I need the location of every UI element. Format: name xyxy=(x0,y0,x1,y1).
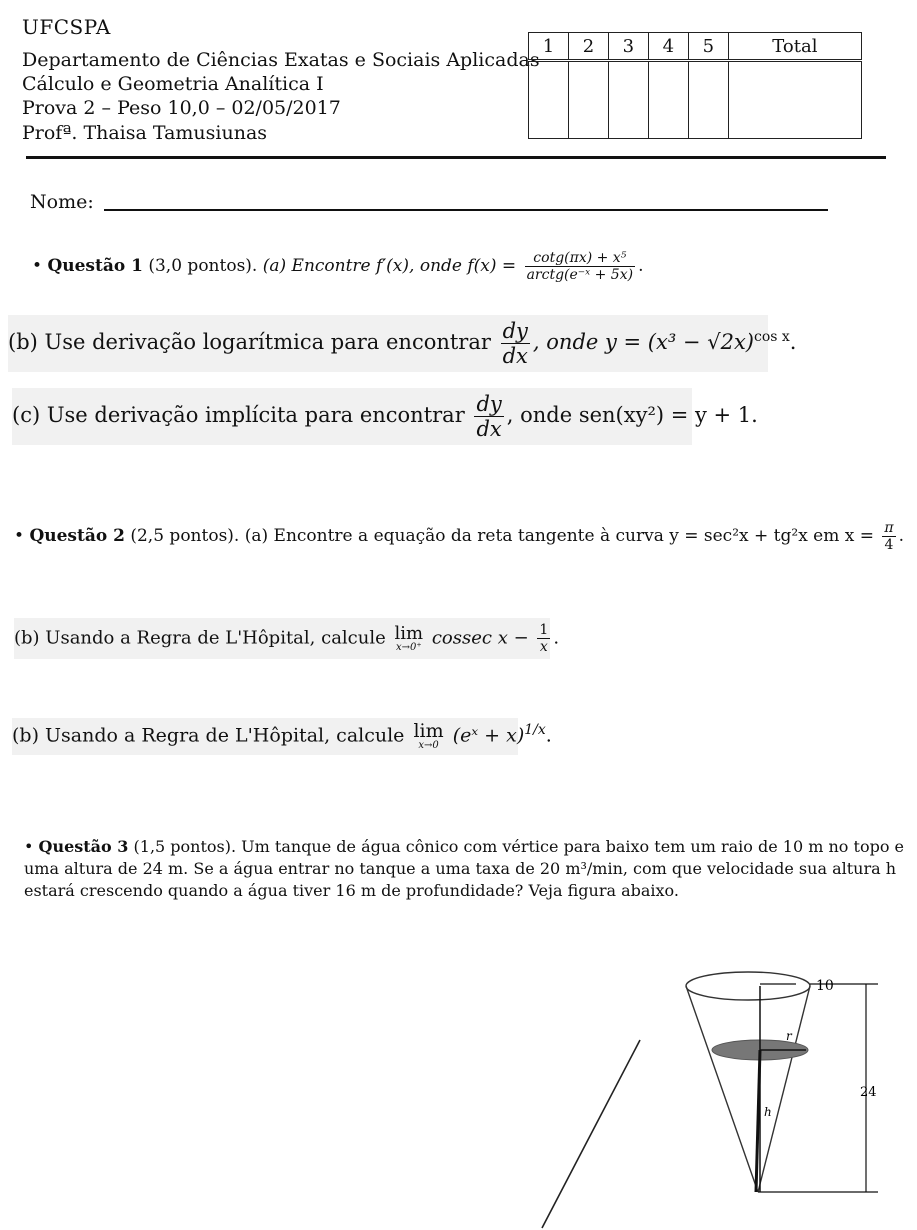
exam-info: Prova 2 – Peso 10,0 – 02/05/2017 xyxy=(22,97,341,119)
q1-b-dx: dx xyxy=(502,344,528,369)
q2-title: Questão 2 xyxy=(29,526,125,547)
label-h: h xyxy=(764,1105,772,1119)
grade-cell[interactable] xyxy=(728,61,861,139)
name-label: Nome: xyxy=(30,191,94,213)
q1-c-where: , onde sen(xy²) = y + 1. xyxy=(506,403,758,428)
grade-col-1: 1 xyxy=(529,33,569,61)
q3: • Questão 3 (1,5 pontos). Um tanque de água cônico com vértice para baixo tem um raio de 10 m no topo e uma altura de 24 m. Se a água entrar no tanque a uma taxa de 20 m³/min, com que velocidade sua altura h estará crescendo quando a água tiver 16 m de profundidade? Veja figura abaixo. xyxy=(24,837,905,900)
q3-title: Questão 3 xyxy=(38,837,129,856)
cone-side-right xyxy=(758,986,810,1192)
q1-b: (b) Use derivação logarítmica para encontrar $\frac{dy}{dx}$ , onde $y = (x^3 - √2x)^{cos x}$. xyxy=(8,315,768,372)
q1-points: (3,0 pontos). xyxy=(148,256,258,277)
q2-b1-expr: cossec x − xyxy=(431,627,529,649)
label-24: 24 xyxy=(860,1085,877,1100)
course: Cálculo e Geometria Analítica I xyxy=(22,73,324,95)
q2-a-text: (a) Encontre a equação da reta tangente à curva y = sec²x + tg²x em x = xyxy=(244,526,874,547)
q2-b2-lim: lim xyxy=(413,720,444,742)
grade-col-total: Total xyxy=(728,33,861,61)
q1-a-den: arctg(e⁻ˣ + 5x) xyxy=(526,267,634,284)
header-divider xyxy=(26,156,886,159)
cone-side-left xyxy=(686,986,758,1192)
label-10: 10 xyxy=(816,978,834,994)
grade-col-2: 2 xyxy=(568,33,608,61)
q3-points: (1,5 pontos). xyxy=(133,837,237,856)
cone-top xyxy=(686,972,810,1000)
grade-cell[interactable] xyxy=(608,61,648,139)
name-field[interactable] xyxy=(104,209,828,211)
q2-b2-expr: (eˣ + x) xyxy=(452,724,525,747)
q2-b1-limit xyxy=(394,622,424,653)
q2-b1-sub: x→0⁺ xyxy=(395,641,422,653)
q2-a-fraction xyxy=(882,520,895,553)
q1-b-where: , onde y = (x³ − √2x) xyxy=(532,330,754,355)
q2-a-den: 4 xyxy=(884,537,894,554)
q2-b2-sub: x→0 xyxy=(418,740,439,751)
q1-b-dy: dy xyxy=(502,319,528,343)
grade-col-4: 4 xyxy=(648,33,688,61)
q1-c xyxy=(12,388,758,445)
q2-points: (2,5 pontos). xyxy=(130,526,240,547)
q2-b2: (b) Usando a Regra de L'Hôpital, calcule lim x→0 (eˣ + x)$^{1/x}$. xyxy=(12,718,518,755)
department: Departamento de Ciências Exatas e Sociais Aplicadas xyxy=(22,49,540,71)
q1-title: Questão 1 xyxy=(47,256,143,277)
q3-text: Um tanque de água cônico com vértice para baixo tem um raio de 10 m no topo e uma altura de 24 m. Se a água entrar no tanque a uma taxa de 20 m³/min, com que velocidade sua altura h estará crescendo quando a água tiver 16 m de profundidade? Veja figura abaixo. xyxy=(24,837,905,900)
q2-b2-text: (b) Usando a Regra de L'Hôpital, calcule xyxy=(12,724,405,747)
professor: Profª. Thaisa Tamusiunas xyxy=(22,122,268,144)
q1-c-fraction xyxy=(474,392,503,441)
stray-line xyxy=(542,1040,640,1228)
q2-b1-text: (b) Usando a Regra de L'Hôpital, calcule xyxy=(14,627,386,649)
grade-cell[interactable] xyxy=(648,61,688,139)
q2-b1-den: x xyxy=(539,639,548,656)
q2-b2-exp: 1/x xyxy=(524,722,546,739)
q2-b1: (b) Usando a Regra de L'Hôpital, calcule lim x→0⁺ cossec x − $\frac{1}{x}$ . xyxy=(14,618,550,659)
grade-cell[interactable] xyxy=(568,61,608,139)
grade-col-5: 5 xyxy=(688,33,728,61)
q1-a: • Questão 1 (3,0 pontos). (a) Encontre f′(x), onde f(x) = $\frac{\text{cotg(πx) + x⁵}}{\text{arctg(e⁻ˣ + 5x)}}$ . xyxy=(32,250,644,284)
grade-table xyxy=(528,32,862,139)
q1-a-num: cotg(πx) + x⁵ xyxy=(525,250,635,267)
q2-b2-limit xyxy=(413,722,443,751)
grade-col-3: 3 xyxy=(608,33,648,61)
label-r: r xyxy=(786,1029,792,1043)
grade-cell[interactable] xyxy=(529,61,569,139)
q2-b1-fraction xyxy=(537,622,550,655)
q1-b-fraction xyxy=(501,319,530,368)
q1-c-text: (c) Use derivação implícita para encontrar xyxy=(12,403,465,428)
q1-c-dy: dy xyxy=(476,392,502,416)
q2-b1-num: 1 xyxy=(539,622,549,638)
cone-figure xyxy=(530,960,910,1230)
q1-c-dx: dx xyxy=(476,417,502,442)
q2-b1-lim: lim xyxy=(394,622,424,644)
q1-a-fraction xyxy=(525,250,635,283)
q2-a: • Questão 2 (2,5 pontos). (a) Encontre a equação da reta tangente à curva y = sec²x + tg²x em x = $\frac{\pi}{4}$ . xyxy=(14,520,905,554)
q1-a-text: (a) Encontre f′(x), onde f(x) = xyxy=(262,256,517,277)
q2-a-num: π xyxy=(884,520,894,536)
grade-cell[interactable] xyxy=(688,61,728,139)
q1-b-text: (b) Use derivação logarítmica para encontrar xyxy=(8,330,491,355)
institution: UFCSPA xyxy=(22,15,111,39)
q1-b-exp: cos x xyxy=(753,329,790,346)
